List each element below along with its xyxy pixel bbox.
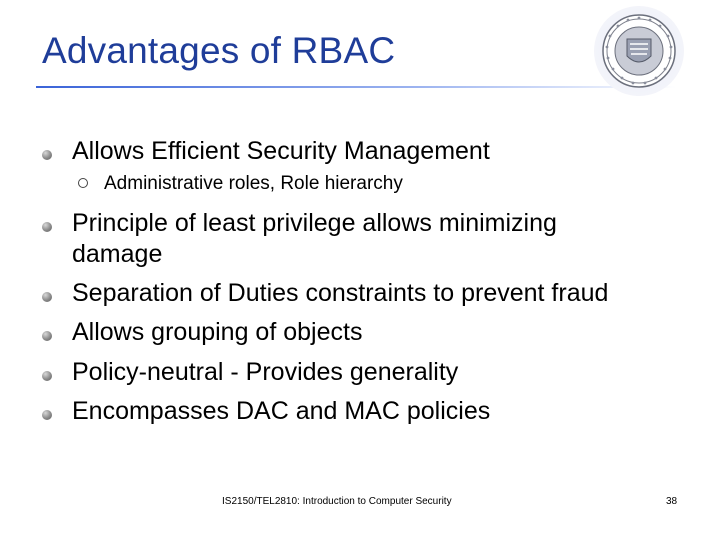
bullet-icon <box>42 222 52 232</box>
university-seal-icon <box>594 6 684 96</box>
bullet-text-line-1: Principle of least privilege allows minimizing <box>72 209 557 237</box>
bullet-text: Allows grouping of objects <box>72 318 363 346</box>
bullet-icon <box>42 150 52 160</box>
slide-number: 38 <box>666 496 678 507</box>
seal-graphic <box>594 6 684 96</box>
bullet-text: Encompasses DAC and MAC policies <box>72 397 491 425</box>
sub-bullet-icon <box>78 178 88 188</box>
bullet-icon <box>42 292 52 302</box>
bullet-icon <box>42 371 52 381</box>
footer-course-title: IS2150/TEL2810: Introduction to Computer Security <box>222 496 452 507</box>
bullet-text: Policy-neutral - Provides generality <box>72 358 459 386</box>
bullet-icon <box>42 410 52 420</box>
title-underline <box>36 86 676 88</box>
bullet-text-line-2: damage <box>72 240 163 268</box>
sub-bullet-text: Administrative roles, Role hierarchy <box>104 173 403 194</box>
bullet-text: Allows Efficient Security Management <box>72 137 490 165</box>
slide-title: Advantages of RBAC <box>42 30 396 71</box>
bullet-text: Separation of Duties constraints to prevent fraud <box>72 279 609 307</box>
bullet-icon <box>42 331 52 341</box>
